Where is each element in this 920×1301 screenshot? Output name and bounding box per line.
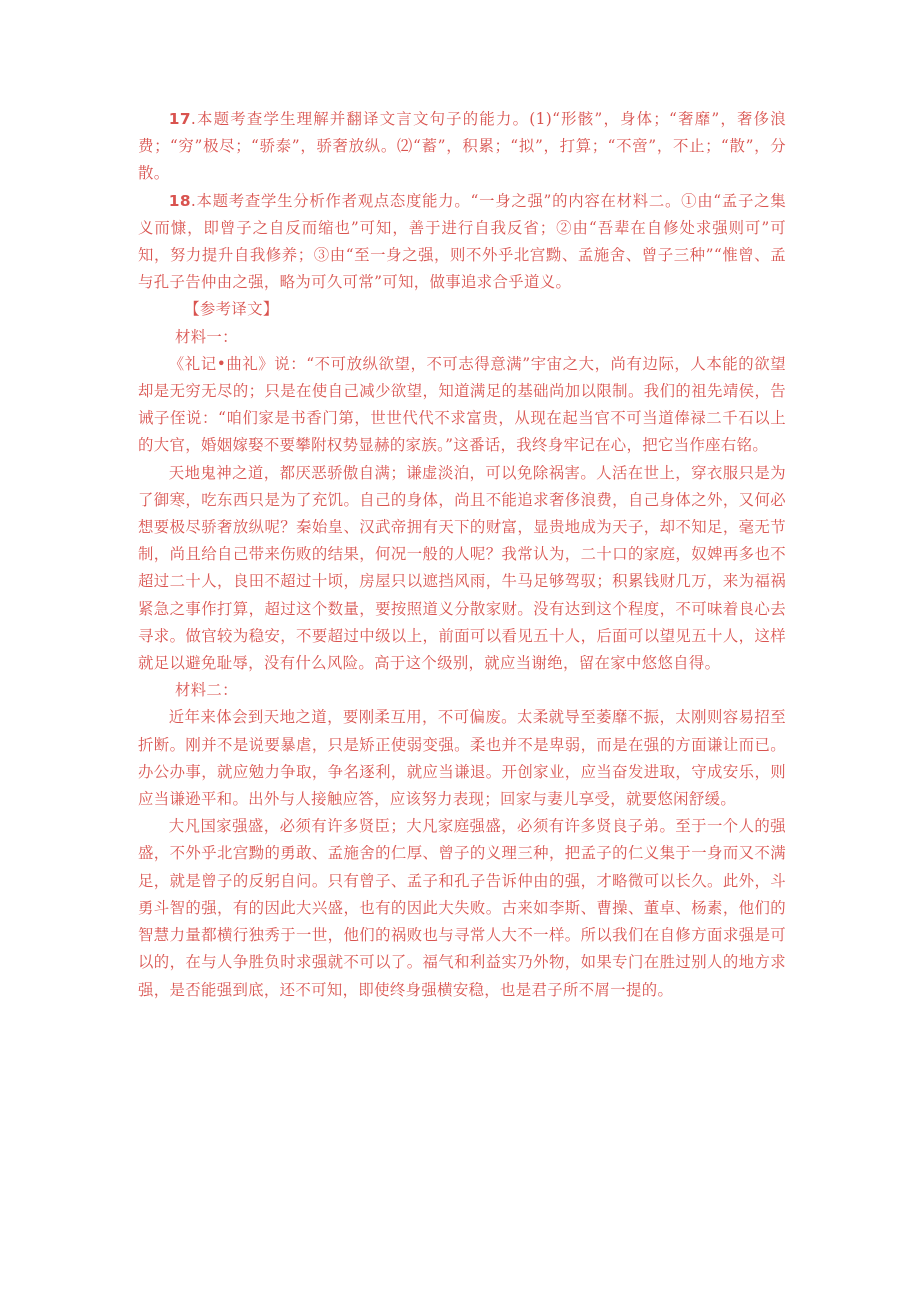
answer-text: .本题考查学生分析作者观点态度能力。“一身之强”的内容在材料二。①由“孟子之集义而慷，即曾子之自反而缩也”可知，善于进行自我反省；②由“吾辈在自修处求强则可”可知，努力提升自我修养；③由“至一身之强，则不外乎北宫黝、孟施舍、曾子三种”“惟曾、孟与孔子告仲由之强，略为可久可常”可知，做事追求合乎道义。 [138, 191, 786, 292]
material-2-paragraph: 近年来体会到天地之道，要刚柔互用，不可偏废。太柔就导至萎靡不振，太刚则容易招至折断。刚并不是说要暴虐，只是矫正使弱变强。柔也并不是卑弱，而是在强的方面谦让而已。办公办事，就应勉力争取，争名逐利，就应当谦退。开创家业，应当奋发进取，守成安乐，则应当谦逊平和。出外与人接触应答，应该努力表现；回家与妻儿享受，就要悠闲舒缓。 [138, 708, 786, 809]
material-1-paragraph: 《礼记•曲礼》说：“不可放纵欲望，不可志得意满”宇宙之大，尚有边际，人本能的欲望却是无穷无尽的；只是在使自己减少欲望，知道满足的基础尚加以限制。我们的祖先靖侯，告诫子侄说：“咱们家是书香门第，世世代代不求富贵，从现在起当官不可当道俸禄二千石以上的大官，婚姻嫁娶不要攀附权势显赫的家族。”这番话，我终身牢记在心，把它当作座右铭。 [138, 354, 786, 455]
material-1-paragraph: 天地鬼神之道，都厌恶骄傲自满；谦虚淡泊，可以免除祸害。人活在世上，穿衣服只是为了御寒，吃东西只是为了充饥。自己的身体，尚且不能追求奢侈浪费，自己身体之外，又何必想要极尽骄奢放纵呢？秦始皇、汉武帝拥有天下的财富，显贵地成为天子，却不知足，毫无节制，尚且给自己带来伤败的结果，何况一般的人呢？我常认为，二十口的家庭，奴婢再多也不超过二十人，良田不超过十顷，房屋只以遮挡风雨，牛马足够驾驭；积累钱财几万，来为福祸紧急之事作打算，超过这个数量，要按照道义分散家财。没有达到这个程度，不可味着良心去寻求。做官较为稳安，不要超过中级以上，前面可以看见五十人，后面可以望见五十人，这样就足以避免耻辱，没有什么风险。高于这个级别，就应当谢绝，留在家中悠悠自得。 [138, 463, 786, 673]
answer-17 [138, 106, 786, 188]
material-1-title: 材料一： [174, 327, 238, 346]
material-2-paragraph: 大凡国家强盛，必须有许多贤臣；大凡家庭强盛，必须有许多贤良子弟。至于一个人的强盛，不外乎北宫黝的勇敢、孟施舍的仁厚、曾子的义理三种，把孟子的仁义集于一身而又不满足，就是曾子的反躬自问。只有曾子、孟子和孔子告诉仲由的强，才略微可以长久。此外，斗勇斗智的强，有的因此大兴盛，也有的因此大失败。古来如李斯、曹操、董卓、杨素，他们的智慧力量都横行独秀于一世，他们的祸败也与寻常人大不一样。所以我们在自修方面求强是可以的，在与人争胜负时求强就不可以了。福气和利益实乃外物，如果专门在胜过别人的地方求强，是否能强到底，还不可知，即使终身强横安稳，也是君子所不屑一提的。 [138, 817, 786, 999]
question-number: 17 [168, 110, 191, 128]
answer-18 [138, 188, 786, 297]
translation-heading: 【参考译文】 [184, 300, 279, 319]
answer-text: .本题考查学生理解并翻译文言文句子的能力。(1)“形骸”，身体；“奢靡”，奢侈浪费；“穷”极尽；“骄泰”，骄奢放纵。⑵“蓄”，积累；“拟”，打算；“不啻”，不止；“散”，分散。 [138, 110, 786, 183]
material-2-title: 材料二： [174, 681, 238, 700]
answer-document [138, 106, 786, 1004]
question-number: 18 [168, 191, 191, 210]
